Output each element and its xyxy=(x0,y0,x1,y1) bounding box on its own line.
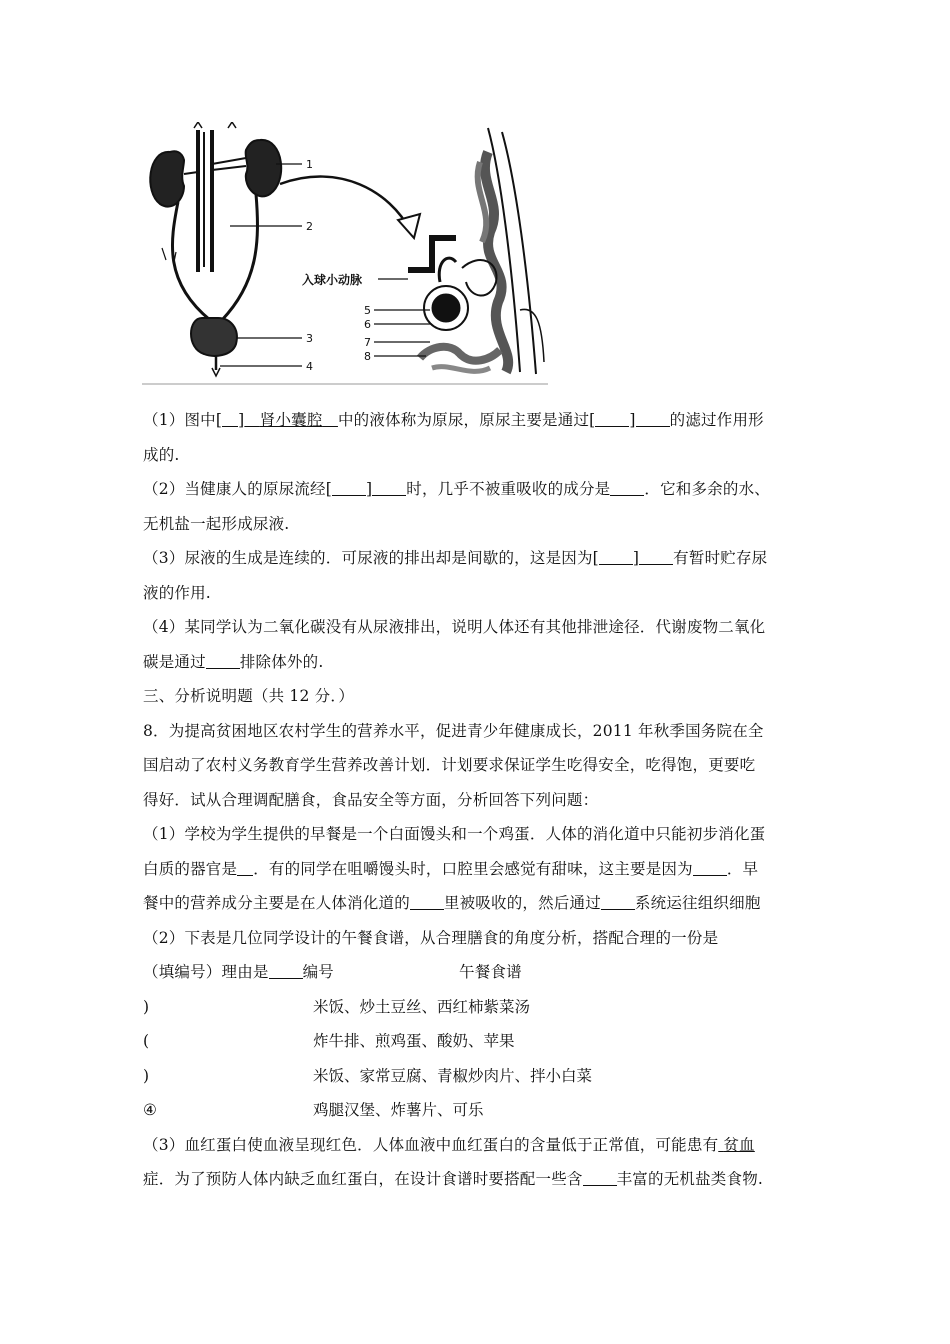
answer-blank xyxy=(237,857,253,876)
menu-number: ) xyxy=(143,1066,150,1085)
figure-label-3: 3 xyxy=(306,332,313,345)
urinary-system-figure xyxy=(140,122,550,390)
q7-part3-line2: 液的作用. xyxy=(143,583,211,602)
q8-part1-line3: 餐中的营养成分主要是在人体消化道的 里被吸收的，然后通过 系统运往组织细胞 xyxy=(143,886,813,921)
answer-blank xyxy=(693,857,727,876)
q7-part2-line1: （2）当健康人的原尿流经[ ] 时，几乎不被重吸收的成分是 ．它和多余的水、 xyxy=(143,472,813,507)
figure-label-2: 2 xyxy=(306,220,313,233)
filled-answer: 贫血 xyxy=(723,1135,755,1154)
q8-part2-line1: （2）下表是几位同学设计的午餐食谱，从合理膳食的角度分析，搭配合理的一份是 xyxy=(143,928,719,947)
q8-intro-line1: 8．为提高贫困地区农村学生的营养水平，促进青少年健康成长，2011 年秋季国务院在全 xyxy=(143,721,764,740)
menu-number: ④ xyxy=(143,1101,157,1119)
lunch-menu-table xyxy=(143,990,813,1128)
q8-part3-line1: （3）血红蛋白使血液呈现红色．人体血液中血红蛋白的含量低于正常值，可能患有 贫血 xyxy=(143,1135,755,1154)
figure-label-5: 5 xyxy=(364,304,371,317)
q8-part2-line2: （填编号）理由是 编号 午餐食谱 xyxy=(143,955,813,990)
menu-dishes: 鸡腿汉堡、炸薯片、可乐 xyxy=(313,1101,484,1119)
q7-part2-line2: 无机盐一起形成尿液. xyxy=(143,514,290,533)
figure-label-8: 8 xyxy=(364,350,371,363)
filled-answer: 肾小囊腔 xyxy=(259,411,323,429)
answer-blank xyxy=(636,408,670,427)
q7-part4-line1: （4）某同学认为二氧化碳没有从尿液排出，说明人体还有其他排泄途径．代谢废物二氧化 xyxy=(143,618,766,636)
paper-content xyxy=(143,403,813,1197)
menu-row xyxy=(143,1024,813,1059)
q8-intro-line2: 国启动了农村义务教育学生营养改善计划．计划要求保证学生吃得安全，吃得饱，更要吃 xyxy=(143,756,756,774)
answer-blank xyxy=(222,408,238,427)
menu-table-header: 午餐食谱 xyxy=(459,963,522,981)
answer-blank xyxy=(599,546,633,565)
figure-label-7: 7 xyxy=(364,336,371,349)
menu-row xyxy=(143,990,813,1025)
arteriole-label: 入球小动脉 xyxy=(302,273,363,287)
figure-label-4: 4 xyxy=(306,360,313,373)
answer-blank xyxy=(269,960,303,979)
q8-intro-line3: 得好．试从合理调配膳食，食品安全等方面，分析回答下列问题： xyxy=(143,790,599,809)
figure-label-6: 6 xyxy=(364,318,371,331)
q7-part1-line2: 成的. xyxy=(143,445,180,464)
urinary-system-diagram xyxy=(140,122,550,390)
answer-blank xyxy=(601,891,635,910)
answer-blank xyxy=(639,546,673,565)
q7-part1-line1: （1）图中[ ] 肾小囊腔 中的液体称为原尿，原尿主要是通过[ ] 的滤过作用形 xyxy=(143,403,813,438)
q8-part3-line2: 症．为了预防人体内缺乏血红蛋白，在设计食谱时要搭配一些含 丰富的无机盐类食物. xyxy=(143,1162,813,1197)
section-3-title: 三、分析说明题（共 12 分．） xyxy=(143,687,355,705)
menu-dishes: 炸牛排、煎鸡蛋、酸奶、苹果 xyxy=(313,1032,515,1050)
answer-blank xyxy=(206,650,240,669)
menu-number: ) xyxy=(143,997,150,1016)
q8-part1-line1: （1）学校为学生提供的早餐是一个白面馒头和一个鸡蛋．人体的消化道中只能初步消化蛋 xyxy=(143,825,766,843)
menu-dishes: 米饭、家常豆腐、青椒炒肉片、拌小白菜 xyxy=(313,1066,593,1085)
answer-blank xyxy=(372,477,406,496)
menu-row xyxy=(143,1093,813,1128)
answer-blank xyxy=(583,1167,617,1186)
q8-part1-line2: 白质的器官是 ．有的同学在咀嚼馒头时，口腔里会感觉有甜味，这主要是因为 ．早 xyxy=(143,852,813,887)
menu-number: ( xyxy=(143,1032,150,1050)
answer-blank xyxy=(595,408,629,427)
q7-part3-line1: （3）尿液的生成是连续的．可尿液的排出却是间歇的，这是因为[ ] 有暂时贮存尿 xyxy=(143,541,813,576)
figure-label-1: 1 xyxy=(306,158,313,171)
answer-blank xyxy=(332,477,366,496)
answer-blank xyxy=(410,891,444,910)
q7-part4-line2: 碳是通过 排除体外的. xyxy=(143,645,813,680)
menu-dishes: 米饭、炒土豆丝、西红柿紫菜汤 xyxy=(313,997,531,1016)
menu-row xyxy=(143,1059,813,1094)
answer-blank xyxy=(610,477,644,496)
